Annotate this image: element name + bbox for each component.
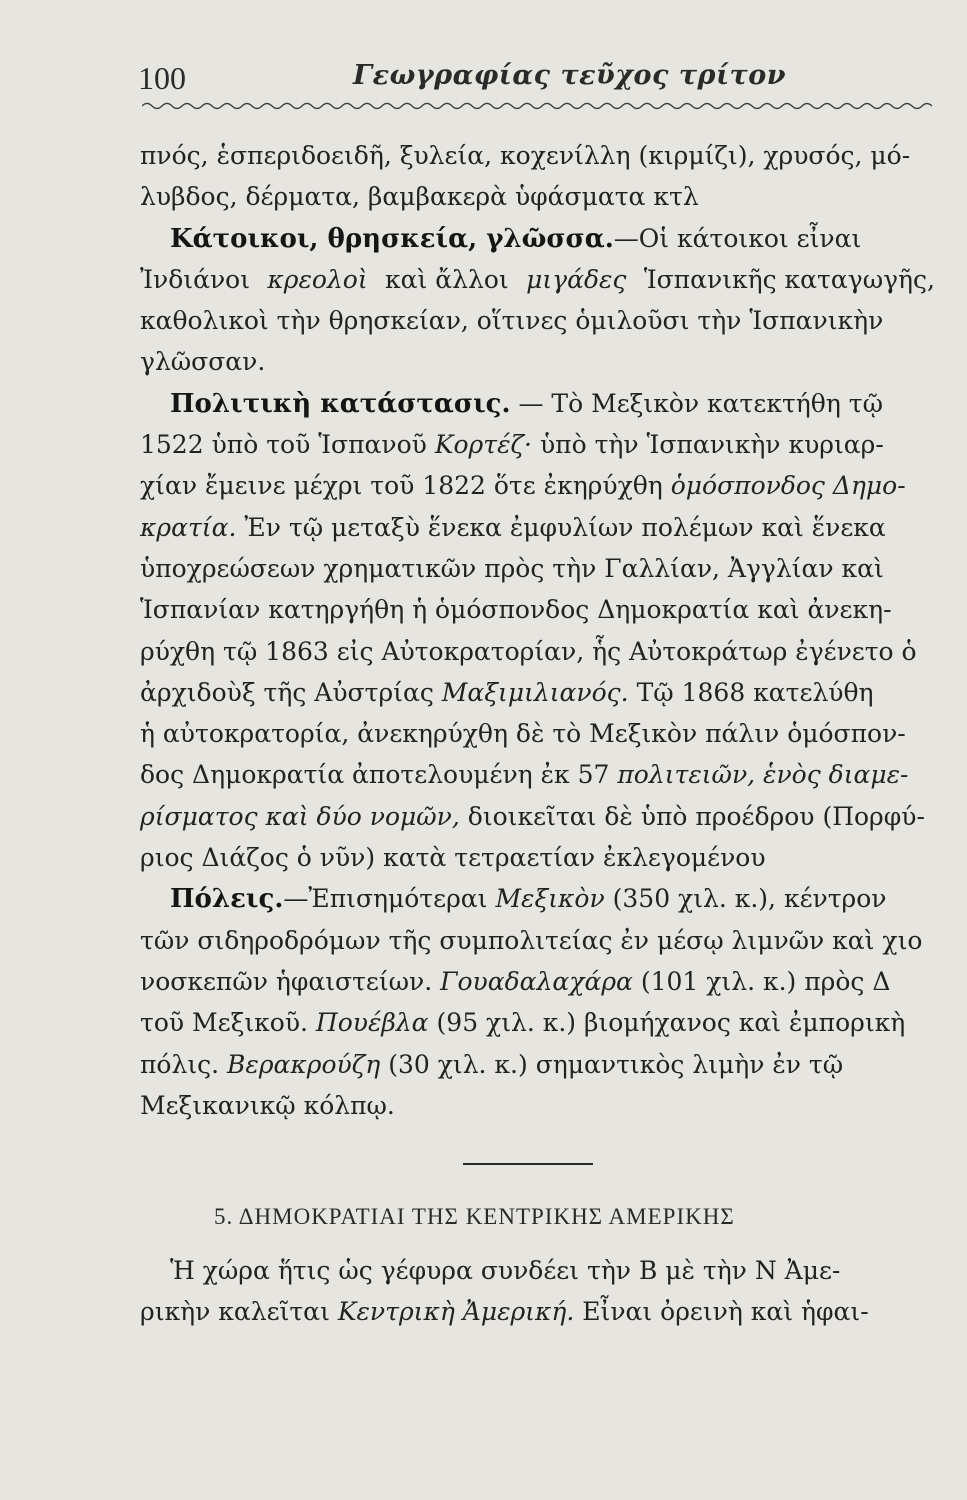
text-line [140, 1291, 935, 1332]
text-span: νοσκεπῶν ἡφαιστείων. [140, 966, 433, 996]
text-span: — Τὸ Μεξικὸν κατεκτήθη τῷ [518, 388, 883, 418]
text-span: Τῷ 1868 κατελύθη [636, 677, 874, 707]
text-line: Ἡ χώρα ἥτις ὡς γέφυρα συνδέει τὴν Β μὲ τὴν Ν Ἀμε- [170, 1256, 841, 1285]
text-line [140, 796, 935, 837]
text-line [140, 1044, 935, 1085]
text-span-italic: Κεντρικὴ Ἀμερική. [337, 1297, 575, 1327]
section-divider [463, 1163, 593, 1165]
text-line: Μεξικανικῷ κόλπῳ. [140, 1090, 395, 1120]
text-span-italic: Κορτέζ· [434, 430, 532, 460]
section-text [140, 1250, 935, 1333]
text-span: Εἶναι ὀρεινὴ καὶ ἡφαι- [582, 1297, 869, 1327]
text-line: Ἱσπανίαν κατηργήθη ἡ ὁμόσπονδος Δημοκρατία καὶ ἀνεκη- [140, 595, 892, 625]
main-text [140, 135, 935, 1126]
text-span: χίαν ἔμεινε μέχρι τοῦ 1822 ὅτε ἐκηρύχθη [140, 471, 663, 501]
text-span: (101 χιλ. κ.) πρὸς Δ [640, 966, 891, 996]
text-span: (95 χιλ. κ.) βιομήχανος καὶ ἐμπορικὴ [436, 1008, 906, 1038]
text-line [140, 507, 935, 548]
text-line [140, 754, 935, 795]
text-line [140, 383, 935, 424]
text-span-italic: ρίσματος καὶ δύο νομῶν, [140, 801, 460, 831]
text-span-italic: Γουαδαλαχάρα [440, 966, 633, 996]
page-header [138, 60, 933, 100]
text-line [140, 259, 935, 300]
text-line [140, 878, 935, 919]
text-span-italic: κρεολοὶ [267, 264, 368, 294]
text-line [140, 465, 935, 506]
text-span: 1522 ὑπὸ τοῦ Ἱσπανοῦ [140, 430, 427, 460]
text-span: Ἐν τῷ μεταξὺ ἕνεκα ἐμφυλίων πολέμων καὶ ἕνεκα [244, 512, 886, 542]
text-line: ἡ αὐτοκρατορία, ἀνεκηρύχθη δὲ τὸ Μεξικὸν πάλιν ὁμόσπον- [140, 719, 906, 749]
text-line: λυβδος, δέρματα, βαμβακερὰ ὑφάσματα κτλ [140, 182, 699, 212]
text-line [140, 424, 935, 465]
text-line [140, 672, 935, 713]
text-line: ρύχθη τῷ 1863 εἰς Αὐτοκρατορίαν, ἧς Αὐτοκράτωρ ἐγένετο ὁ [140, 636, 917, 666]
text-span: Ἰνδιάνοι [140, 264, 251, 294]
text-line [140, 961, 935, 1002]
page-number: 100 [138, 60, 186, 96]
text-line: γλῶσσαν. [140, 347, 266, 377]
text-span-italic: ὁμόσπονδος Δημο- [670, 471, 906, 501]
text-line: ὑποχρεώσεων χρηματικῶν πρὸς τὴν Γαλλίαν, Ἀγγλίαν καὶ [140, 553, 884, 583]
header-ornamental-rule [142, 100, 932, 112]
text-span: (350 χιλ. κ.), κέντρον [612, 884, 887, 914]
text-span: διοικεῖται δὲ ὑπὸ προέδρου (Πορφύ- [467, 801, 925, 831]
text-span: ἀρχιδοὺξ τῆς Αὐστρίας [140, 677, 434, 707]
section-title: 5. ΔΗΜΟΚΡΑΤΙΑΙ ΤΗΣ ΚΕΝΤΡΙΚΗΣ ΑΜΕΡΙΚΗΣ [214, 1204, 735, 1229]
text-span: πόλις. [140, 1049, 220, 1079]
text-line [140, 218, 935, 259]
text-span: —Ἐπισημότεραι [283, 884, 488, 914]
text-span: δος Δημοκρατία ἀποτελουμένη ἐκ 57 [140, 760, 610, 790]
text-span-italic: Μεξικὸν [495, 884, 605, 914]
section-heading-political: Πολιτικὴ κατάστασις. [170, 388, 511, 419]
text-span: τοῦ Μεξικοῦ. [140, 1008, 308, 1038]
text-span-italic: Πουέβλα [315, 1008, 429, 1038]
section-heading-cities: Πόλεις. [170, 884, 284, 915]
text-span: ρικὴν καλεῖται [140, 1297, 330, 1327]
text-span-italic: μιγάδες [526, 264, 627, 294]
text-span: —Οἱ κάτοικοι εἶναι [613, 223, 862, 253]
text-line: καθολικοὶ τὴν θρησκείαν, οἵτινες ὁμιλοῦσι τὴν Ἱσπανικὴν [140, 306, 884, 336]
text-line: ριος Διάζος ὁ νῦν) κατὰ τετραετίαν ἐκλεγομένου [140, 843, 766, 873]
text-span-italic: πολιτειῶν, ἑνὸς διαμε- [617, 760, 909, 790]
text-span-italic: Μαξιμιλιανός. [441, 677, 629, 707]
running-title: Γεωγραφίας τεῦχος τρίτον [353, 60, 786, 91]
text-line [140, 1002, 935, 1043]
section-heading-inhabitants: Κάτοικοι, θρησκεία, γλῶσσα. [170, 223, 614, 254]
text-line: τῶν σιδηροδρόμων τῆς συμπολιτείας ἐν μέσῳ λιμνῶν καὶ χιο [140, 925, 923, 955]
text-span: Ἱσπανικῆς καταγωγῆς, [643, 264, 935, 294]
text-span: ὑπὸ τὴν Ἱσπανικὴν κυριαρ- [539, 430, 884, 460]
text-line: πνός, ἑσπεριδοειδῆ, ξυλεία, κοχενίλλη (κιρμίζι), χρυσός, μό- [140, 141, 911, 170]
text-span: καὶ ἄλλοι [385, 264, 509, 294]
text-span-italic: κρατία. [140, 512, 237, 542]
text-span: (30 χιλ. κ.) σημαντικὸς λιμὴν ἐν τῷ [388, 1049, 844, 1079]
text-span-italic: Βερακρούζη [227, 1049, 381, 1079]
